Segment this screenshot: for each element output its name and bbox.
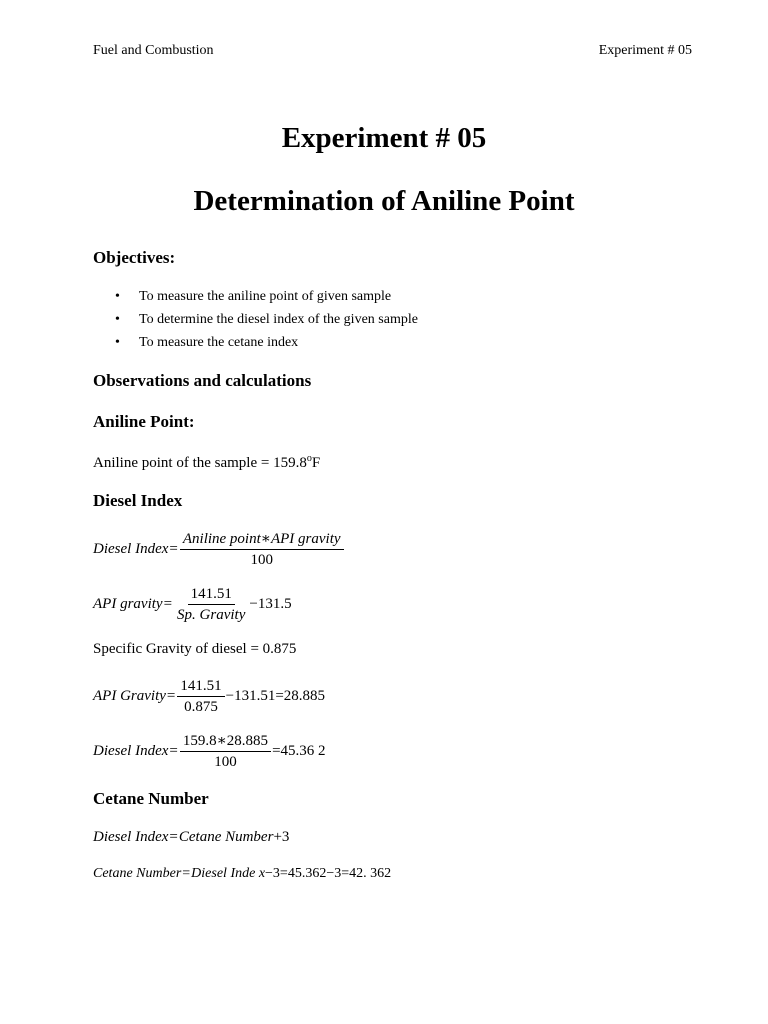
cetane-heading: Cetane Number (93, 789, 209, 808)
cetane-calculation: Cetane Number = Diesel Inde x −3=45.362−3=42. 362 (93, 866, 392, 881)
page-subtitle: Determination of Aniline Point (193, 185, 575, 217)
api-gravity-formula: API gravity = $\frac{141.51}{\text{Sp. Gravity}}$ −131.5 (93, 586, 292, 623)
list-item: • To measure the aniline point of given sample (115, 289, 392, 304)
diesel-index-calculation: Diesel Index = $\frac{159.8∗28.885}{100}$ =45.36 2 (93, 733, 326, 770)
list-item: • To determine the diesel index of the given sample (115, 312, 418, 327)
diesel-index-formula: Diesel Index = $\frac{\text{Aniline point∗API gravity}}{100}$ (93, 530, 345, 569)
aniline-point-text: Aniline point of the sample = $159.8^oF$ (93, 453, 321, 471)
objectives-heading: Objectives: (93, 248, 176, 267)
page-title: Experiment # 05 (281, 122, 487, 154)
cetane-formula: Diesel Index = Cetane Number +3 (93, 829, 290, 845)
bullet-icon: • (115, 289, 120, 304)
aniline-heading: Aniline Point: (93, 412, 195, 431)
page-header-left: Fuel and Combustion (93, 43, 214, 58)
objectives-list (93, 288, 418, 357)
diesel-index-heading: Diesel Index (93, 491, 183, 510)
api-gravity-calculation: API Gravity = $\frac{141.51}{0.875}$ −131.51=28.885 (93, 678, 326, 715)
list-item: • To measure the cetane index (115, 335, 299, 350)
bullet-icon: • (115, 312, 120, 327)
observations-heading: Observations and calculations (93, 371, 312, 390)
bullet-icon: • (115, 335, 120, 350)
specific-gravity-text: Specific Gravity of diesel = 0.875 (93, 641, 297, 657)
page-header-right: Experiment # 05 (598, 43, 692, 58)
